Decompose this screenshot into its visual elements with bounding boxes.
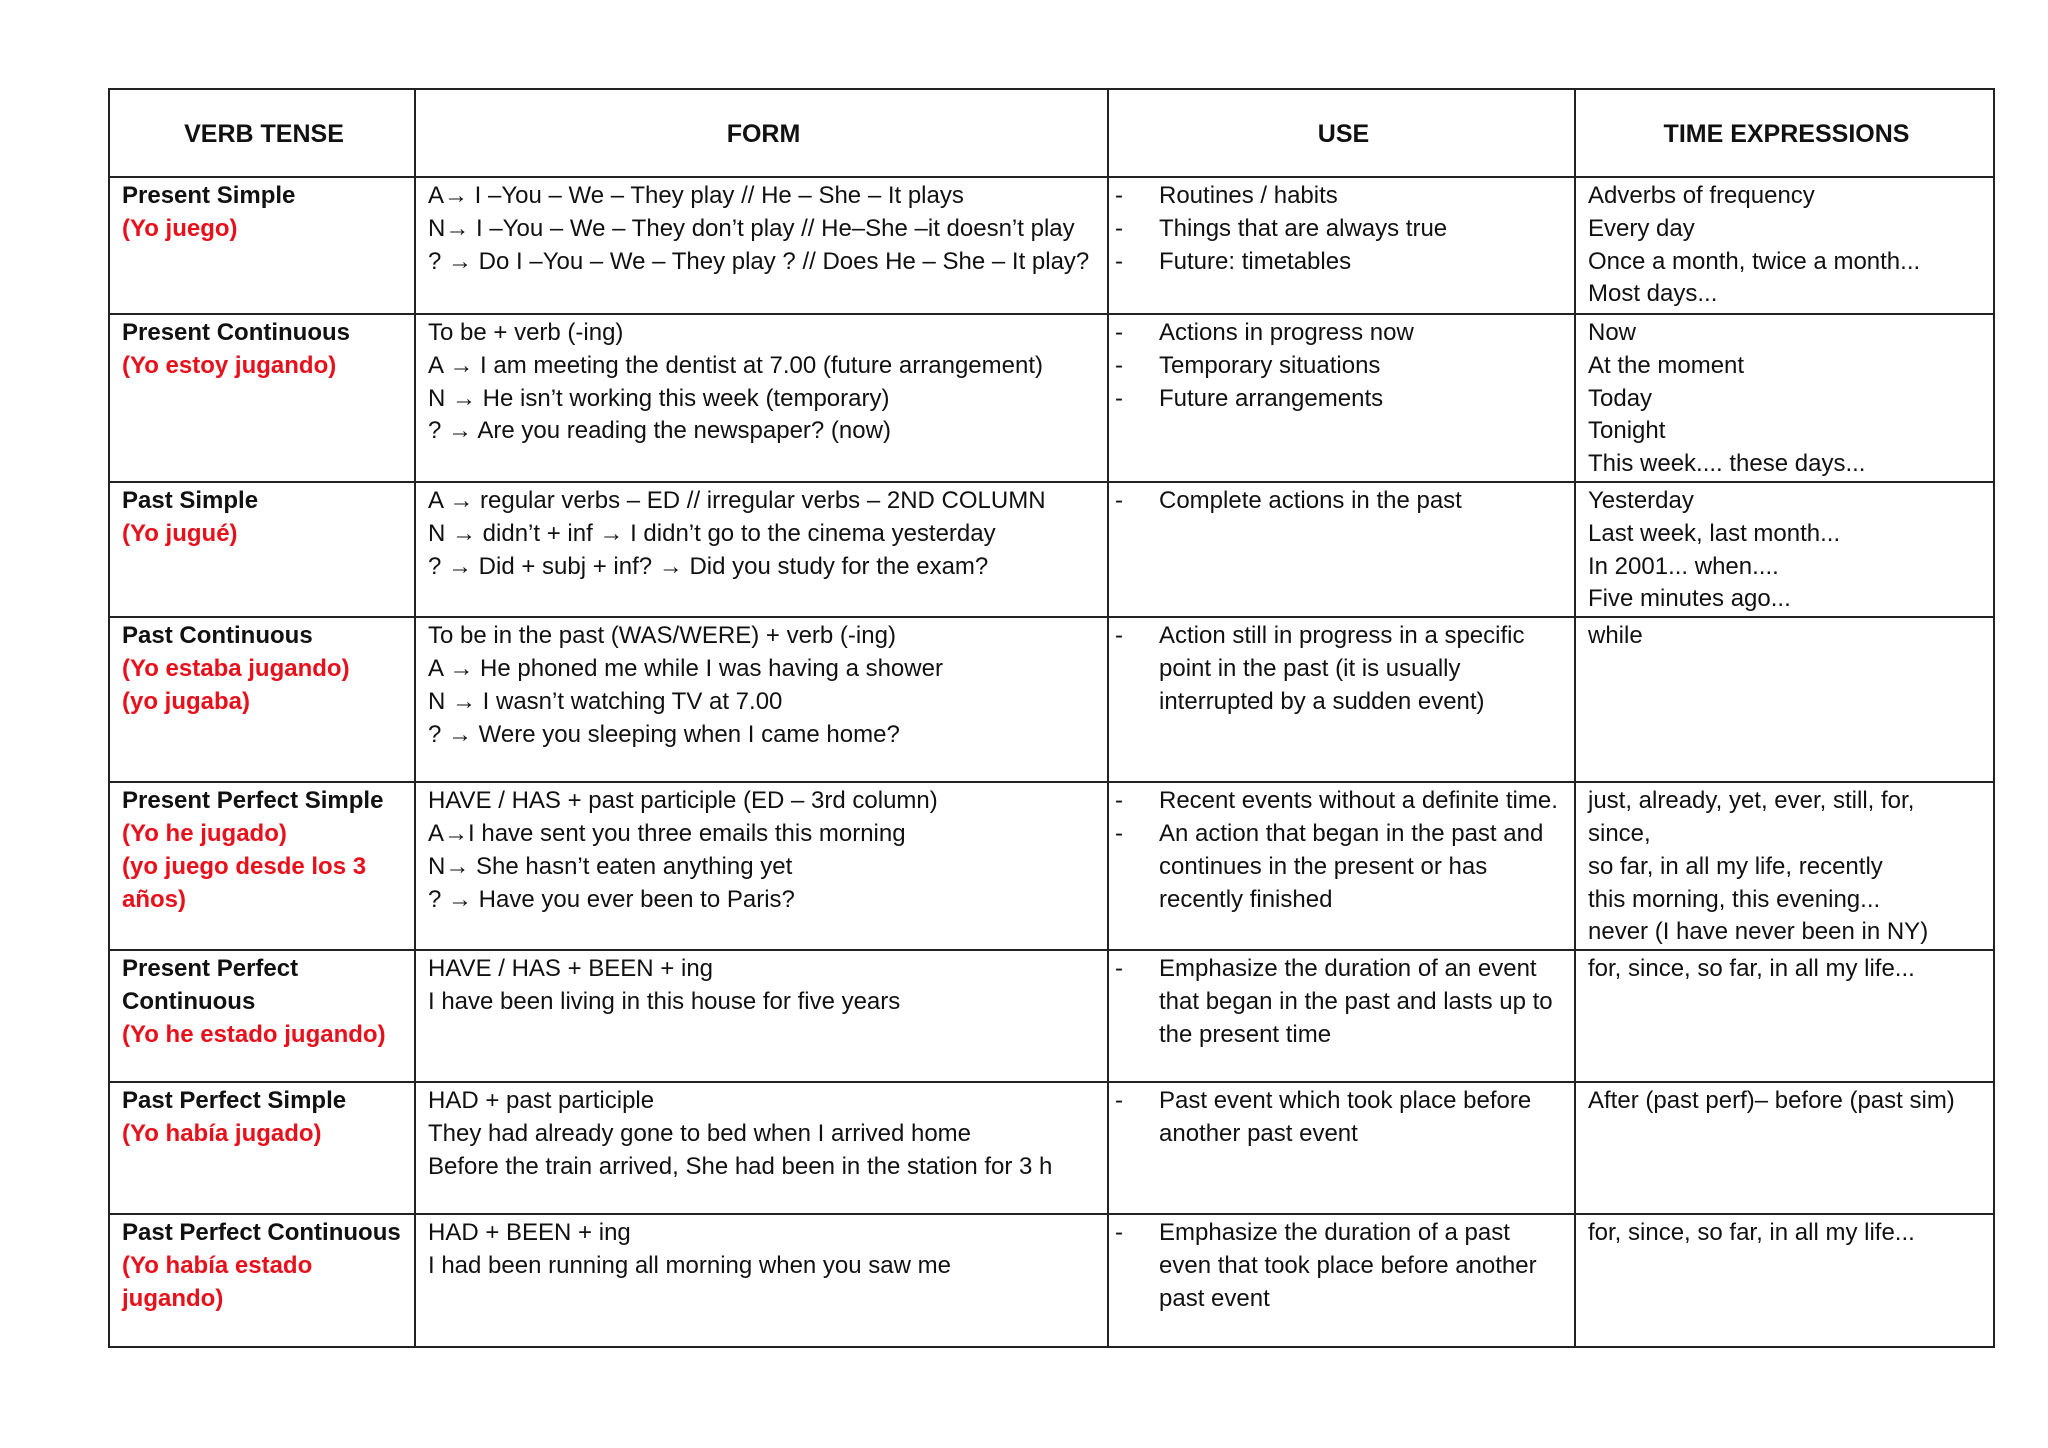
verb-tense-table [108,88,1995,1348]
bullet-dash: - [1115,622,1123,650]
table-row [109,1214,1994,1347]
verb-tense-cell [109,482,415,617]
use-item [1113,180,1566,213]
form-cell [415,482,1108,617]
time-expression-line: Adverbs of frequency [1588,182,1815,209]
form-line: N → I wasn’t watching TV at 7.00 [428,687,783,715]
tense-spanish-translation: (Yo había jugado) [122,1119,322,1147]
table-row [109,950,1994,1082]
header-verb-tense: VERB TENSE [109,89,415,177]
tense-name: Present Perfect [122,955,299,983]
form-line: HAD + BEEN + ing [428,1219,631,1247]
bullet-dash: - [1115,351,1123,379]
use-item [1113,383,1566,416]
form-line: ? → Did + subj + inf? → Did you study for the exam? [428,552,989,580]
use-text: Actions in progress now [1159,319,1414,346]
use-text: Temporary situations [1159,351,1381,379]
header-time-expressions: TIME EXPRESSIONS [1575,89,1994,177]
header-row [109,89,1994,177]
time-expressions-cell [1575,782,1994,950]
use-text: Emphasize the duration of an event that began in the past and lasts up to the present time [1159,955,1553,1048]
use-item [1113,620,1566,718]
time-expression-line: This week.... these days... [1588,450,1866,478]
time-expressions-cell [1575,1082,1994,1214]
use-cell [1108,617,1575,782]
form-line: N → didn’t + inf → I didn’t go to the cinema yesterday [428,519,996,547]
time-expression-line: never (I have never been in NY) [1588,918,1929,946]
time-expressions-cell [1575,177,1994,314]
time-expressions-cell [1575,617,1994,782]
header-use: USE [1108,89,1575,177]
bullet-dash: - [1115,1219,1123,1247]
use-text: Future: timetables [1159,247,1352,275]
table-row [109,177,1994,314]
use-text: Future arrangements [1159,384,1384,412]
bullet-dash: - [1115,787,1123,815]
use-item [1113,818,1566,916]
tense-spanish-translation: (Yo estoy jugando) [122,351,337,379]
table-row [109,617,1994,782]
form-cell [415,950,1108,1082]
use-text: Things that are always true [1159,214,1448,242]
time-expression-line: this morning, this evening... [1588,885,1881,913]
table-row [109,314,1994,482]
form-cell [415,177,1108,314]
use-item [1113,1085,1566,1151]
time-expression-line: Most days... [1588,280,1718,308]
use-item [1113,485,1566,518]
time-expression-line: In 2001... when.... [1588,552,1779,580]
verb-tense-cell [109,782,415,950]
tense-name: Continuous [122,987,256,1015]
form-line: A → regular verbs – ED // irregular verbs – 2ND COLUMN [428,486,1046,514]
form-line: N → He isn’t working this week (temporary) [428,384,890,412]
form-line: To be + verb (-ing) [428,319,624,346]
use-text: Emphasize the duration of a past even that took place before another past event [1159,1219,1537,1312]
form-line: I have been living in this house for five years [428,987,901,1015]
time-expression-line: so far, in all my life, recently [1588,852,1883,880]
time-expression-line: Now [1588,319,1637,346]
form-line: A→I have sent you three emails this morning [428,819,906,847]
tense-spanish-translation: (Yo he estado jugando) [122,1020,386,1048]
bullet-dash: - [1115,955,1123,983]
time-expression-line: just, already, yet, ever, still, for, [1588,787,1915,815]
form-line: ? → Do I –You – We – They play ? // Does He – She – It play? [428,247,1090,275]
tense-spanish-translation: años) [122,885,187,913]
time-expression-line: for, since, so far, in all my life... [1588,1219,1915,1247]
time-expression-line: while [1588,622,1643,650]
bullet-dash: - [1115,247,1123,275]
bullet-dash: - [1115,1087,1123,1115]
time-expression-line: Once a month, twice a month... [1588,247,1921,275]
use-item [1113,785,1566,818]
time-expression-line: At the moment [1588,351,1745,379]
time-expression-line: Yesterday [1588,486,1694,514]
form-line: ? → Are you reading the newspaper? (now) [428,417,891,445]
tense-name: Past Simple [122,486,259,514]
form-cell [415,782,1108,950]
tense-spanish-translation: (Yo juego) [122,214,238,242]
time-expressions-cell [1575,1214,1994,1347]
time-expression-line: Last week, last month... [1588,519,1841,547]
time-expression-line: Tonight [1588,417,1666,445]
time-expression-line: Every day [1588,214,1695,242]
use-item [1113,246,1566,279]
tense-name: Past Continuous [122,622,313,650]
table-row [109,482,1994,617]
form-cell [415,314,1108,482]
form-line: HAD + past participle [428,1087,655,1115]
bullet-dash: - [1115,486,1123,514]
use-item [1113,350,1566,383]
verb-tense-cell [109,1214,415,1347]
tense-spanish-translation: (yo juego desde los 3 [122,852,367,880]
form-line: A → He phoned me while I was having a shower [428,654,943,682]
time-expression-line: since, [1588,819,1651,847]
use-item [1113,953,1566,1051]
use-item [1113,1217,1566,1315]
form-line: To be in the past (WAS/WERE) + verb (-ing) [428,622,896,650]
bullet-dash: - [1115,319,1123,346]
bullet-dash: - [1115,384,1123,412]
table-row [109,1082,1994,1214]
use-text: Action still in progress in a specific point in the past (it is usually interrupted by a sudden event) [1159,622,1525,715]
bullet-dash: - [1115,819,1123,847]
tense-name: Present Simple [122,182,296,209]
header-form: FORM [415,89,1108,177]
use-text: Routines / habits [1159,182,1338,209]
time-expression-line: Five minutes ago... [1588,585,1791,613]
tense-spanish-translation: (Yo había estado [122,1251,313,1279]
bullet-dash: - [1115,182,1123,209]
form-cell [415,1214,1108,1347]
time-expressions-cell [1575,950,1994,1082]
form-line: HAVE / HAS + BEEN + ing [428,955,714,983]
use-cell [1108,1082,1575,1214]
tense-spanish-translation: jugando) [122,1284,224,1312]
tense-name: Past Perfect Continuous [122,1219,401,1247]
verb-tense-cell [109,177,415,314]
use-cell [1108,177,1575,314]
tense-name: Past Perfect Simple [122,1087,347,1115]
time-expression-line: for, since, so far, in all my life... [1588,955,1915,983]
bullet-dash: - [1115,214,1123,242]
form-line: Before the train arrived, She had been in the station for 3 h [428,1152,1053,1180]
verb-tense-cell [109,950,415,1082]
use-item [1113,213,1566,246]
use-cell [1108,314,1575,482]
tense-spanish-translation: (Yo he jugado) [122,819,287,847]
form-line: A → I am meeting the dentist at 7.00 (future arrangement) [428,351,1043,379]
form-cell [415,1082,1108,1214]
verb-tense-cell [109,314,415,482]
form-line: They had already gone to bed when I arrived home [428,1119,972,1147]
verb-tense-cell [109,1082,415,1214]
use-cell [1108,1214,1575,1347]
use-cell [1108,482,1575,617]
form-line: HAVE / HAS + past participle (ED – 3rd column) [428,787,938,815]
form-cell [415,617,1108,782]
use-cell [1108,950,1575,1082]
form-line: N→ I –You – We – They don’t play // He–She –it doesn’t play [428,214,1075,242]
tense-spanish-translation: (yo jugaba) [122,687,251,715]
tense-name: Present Continuous [122,319,351,346]
form-line: I had been running all morning when you saw me [428,1251,951,1279]
form-line: ? → Have you ever been to Paris? [428,885,795,913]
use-text: Recent events without a definite time. [1159,787,1558,815]
use-text: An action that began in the past and continues in the present or has recently finished [1159,819,1544,913]
form-line: N→ She hasn’t eaten anything yet [428,852,793,880]
time-expression-line: After (past perf)– before (past sim) [1588,1087,1955,1115]
use-item [1113,317,1566,350]
tense-spanish-translation: (Yo jugué) [122,519,238,547]
time-expression-line: Today [1588,384,1653,412]
table-row [109,782,1994,950]
time-expressions-cell [1575,482,1994,617]
use-text: Past event which took place before another past event [1159,1087,1532,1147]
form-line: A→ I –You – We – They play // He – She – It plays [428,182,964,209]
tense-spanish-translation: (Yo estaba jugando) [122,654,350,682]
use-cell [1108,782,1575,950]
verb-tense-cell [109,617,415,782]
form-line: ? → Were you sleeping when I came home? [428,720,900,748]
tense-name: Present Perfect Simple [122,787,384,815]
time-expressions-cell [1575,314,1994,482]
use-text: Complete actions in the past [1159,486,1462,514]
